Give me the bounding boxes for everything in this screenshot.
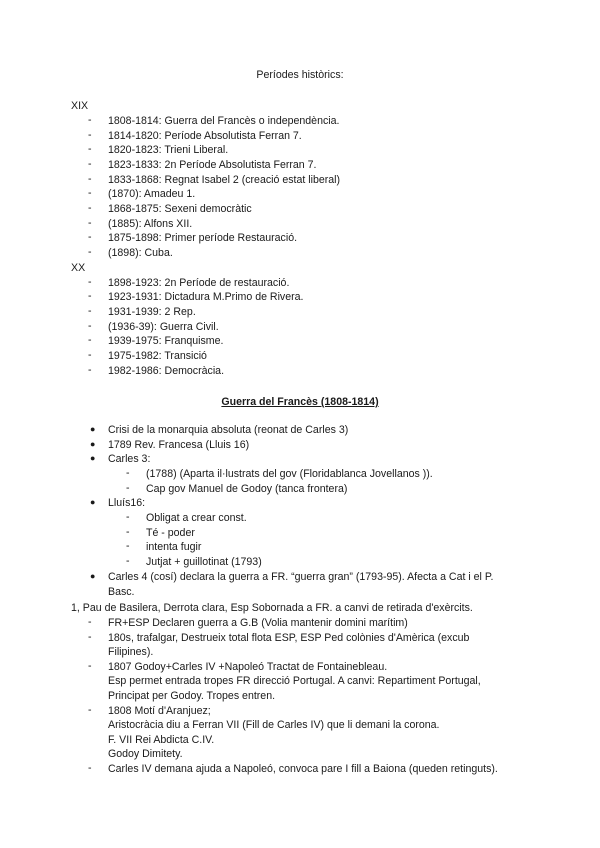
dash-marker: - — [88, 320, 92, 332]
list-item: 1808-1814: Guerra del Francès o independència. — [108, 115, 340, 127]
dash-marker: - — [88, 334, 92, 346]
century-label-xix: XIX — [71, 100, 89, 112]
list-item: 1814-1820: Període Absolutista Ferran 7. — [108, 130, 302, 142]
list-item-continuation: Esp permet entrada tropes FR direcció Portugal. A canvi: Repartiment Portugal, — [108, 675, 481, 687]
list-item-continuation: F. VII Rei Abdicta C.IV. — [108, 734, 215, 746]
bullet-marker: ● — [90, 453, 96, 463]
dash-marker: - — [88, 129, 92, 141]
list-item: 1982-1986: Democràcia. — [108, 365, 225, 377]
list-item: 1923-1931: Dictadura M.Primo de Rivera. — [108, 291, 304, 303]
list-item: 1808 Motí d'Aranjuez; — [108, 705, 211, 717]
list-item: Carles IV demana ajuda a Napoleó, convoca pare I fill a Baiona (queden retinguts). — [108, 763, 498, 775]
list-item: 1820-1823: Trieni Liberal. — [108, 144, 229, 156]
dash-marker: - — [126, 555, 130, 567]
dash-marker: - — [126, 511, 130, 523]
list-item: 1898-1923: 2n Període de restauració. — [108, 277, 290, 289]
sub-list-item: (1788) (Aparta il·lustrats del gov (Floridablanca Jovellanos )). — [146, 468, 433, 480]
bullet-marker: ● — [90, 497, 96, 507]
dash-marker: - — [126, 482, 130, 494]
list-item: 1823-1833: 2n Període Absolutista Ferran 7. — [108, 159, 317, 171]
list-item: (1936-39): Guerra Civil. — [108, 321, 219, 333]
dash-marker: - — [88, 762, 92, 774]
dash-marker: - — [88, 305, 92, 317]
sub-list-item: Obligat a crear const. — [146, 512, 247, 524]
dash-marker: - — [88, 704, 92, 716]
list-item: 1789 Rev. Francesa (Lluis 16) — [108, 439, 250, 451]
dash-marker: - — [88, 231, 92, 243]
century-label-xx: XX — [71, 262, 86, 274]
dash-marker: - — [88, 173, 92, 185]
dash-marker: - — [126, 467, 130, 479]
sub-list-item: Jutjat + guillotinat (1793) — [146, 556, 262, 568]
list-item-continuation: Filipines). — [108, 646, 154, 658]
list-item-continuation: Principat per Godoy. Tropes entren. — [108, 690, 276, 702]
dash-marker: - — [88, 187, 92, 199]
dash-marker: - — [126, 526, 130, 538]
bullet-marker: ● — [90, 571, 96, 581]
dash-marker: - — [88, 290, 92, 302]
list-item: (1870): Amadeu 1. — [108, 188, 196, 200]
list-item: 1868-1875: Sexeni democràtic — [108, 203, 252, 215]
dash-marker: - — [88, 349, 92, 361]
list-item: 180s, trafalgar, Destrueix total flota ESP, ESP Ped colònies d'Amèrica (excub — [108, 632, 470, 644]
list-item: 1939-1975: Franquisme. — [108, 335, 224, 347]
list-item-continuation: Godoy Dimitety. — [108, 748, 183, 760]
list-item-continuation: Aristocràcia diu a Ferran VII (Fill de Carles IV) que li demani la corona. — [108, 719, 440, 731]
list-item: FR+ESP Declaren guerra a G.B (Volia mantenir domini marítim) — [108, 617, 408, 629]
list-item-continuation: Basc. — [108, 586, 135, 598]
list-item: 1807 Godoy+Carles IV +Napoleó Tractat de Fontainebleau. — [108, 661, 388, 673]
dash-marker: - — [126, 540, 130, 552]
list-item: 1875-1898: Primer període Restauració. — [108, 232, 298, 244]
list-item: 1975-1982: Transició — [108, 350, 207, 362]
list-item: (1885): Alfons XII. — [108, 218, 193, 230]
sub-list-item: intenta fugir — [146, 541, 202, 553]
dash-marker: - — [88, 616, 92, 628]
list-item: Lluís16: — [108, 497, 146, 509]
list-item: Carles 4 (cosí) declara la guerra a FR. “guerra gran” (1793-95). Afecta a Cat i el P. — [108, 571, 494, 583]
section-heading: Guerra del Francès (1808-1814) — [221, 396, 379, 408]
dash-marker: - — [88, 143, 92, 155]
dash-marker: - — [88, 202, 92, 214]
list-item: Carles 3: — [108, 453, 151, 465]
dash-marker: - — [88, 217, 92, 229]
list-item: 1931-1939: 2 Rep. — [108, 306, 196, 318]
list-item: (1898): Cuba. — [108, 247, 173, 259]
bullet-marker: ● — [90, 439, 96, 449]
page-title: Períodes històrics: — [256, 69, 344, 81]
dash-marker: - — [88, 660, 92, 672]
dash-marker: - — [88, 246, 92, 258]
dash-marker: - — [88, 631, 92, 643]
sub-list-item: Té - poder — [146, 527, 195, 539]
list-item: 1833-1868: Regnat Isabel 2 (creació estat liberal) — [108, 174, 341, 186]
dash-marker: - — [88, 158, 92, 170]
bullet-marker: ● — [90, 424, 96, 434]
dash-marker: - — [88, 114, 92, 126]
dash-marker: - — [88, 364, 92, 376]
list-item: Crisi de la monarquia absoluta (reonat de Carles 3) — [108, 424, 349, 436]
paragraph: 1, Pau de Basilera, Derrota clara, Esp Sobornada a FR. a canvi de retirada d'exèrcits. — [71, 602, 473, 614]
sub-list-item: Cap gov Manuel de Godoy (tanca frontera) — [146, 483, 348, 495]
dash-marker: - — [88, 276, 92, 288]
